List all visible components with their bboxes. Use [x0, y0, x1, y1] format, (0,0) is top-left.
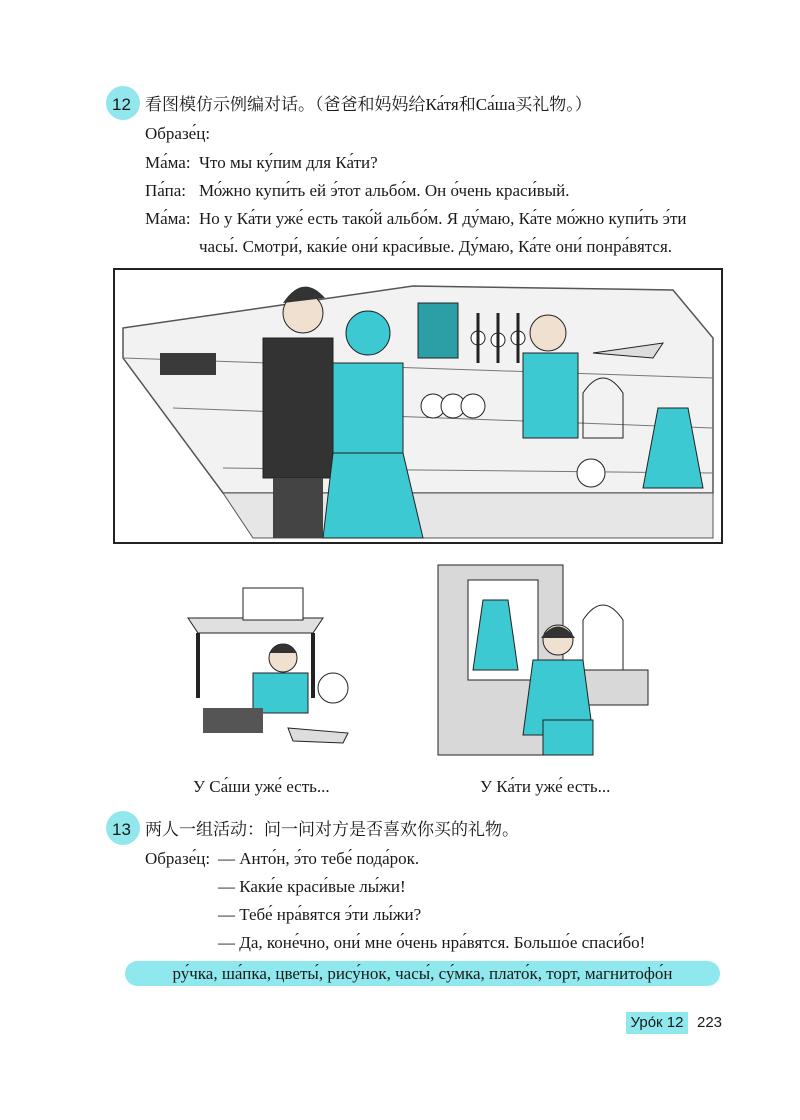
exercise-12-number-badge [112, 90, 142, 120]
caption-katya: У Ка́ти уже́ есть... [480, 777, 611, 796]
stool [543, 720, 593, 755]
watches-icon [471, 313, 525, 363]
dialogue-line-2 [145, 180, 570, 202]
lesson-label: Уро́к 12 [626, 1012, 688, 1034]
ball-icon [318, 673, 348, 703]
ex13-line-2: — Каки́е краси́вые лы́жи! [218, 877, 406, 896]
caption-sasha: У Са́ши уже́ есть... [193, 777, 330, 796]
exercise-13-sample-label: Образе́ц: [145, 849, 211, 868]
dialogue-text: Но у Ка́ти уже́ есть тако́й альбо́м. Я ду́маю, Ка́те мо́жно купи́ть э́ти [199, 209, 687, 228]
boy-shirt [253, 673, 308, 713]
speaker-label: Ма́ма: [145, 153, 191, 172]
dialogue-line-4 [199, 236, 672, 258]
records-icon [243, 588, 303, 620]
vocabulary-word-bank: ру́чка, ша́пка, цветы́, рису́нок, часы́, су́мка, плато́к, торт, магнитофо́н [125, 961, 720, 986]
dialogue-text: часы́. Смотри́, каки́е они́ краси́вые. Ду́маю, Ка́те они́ понра́вятся. [199, 237, 673, 256]
album-icon [418, 303, 458, 358]
katya-illustration [433, 560, 653, 770]
speaker-label: Ма́ма: [145, 209, 191, 228]
dialogue-text: Мо́жно купи́ть ей э́тот альбо́м. Он о́чень краси́вый. [199, 181, 570, 200]
exercise-13-number-badge [112, 815, 142, 845]
sasha-illustration [183, 583, 353, 753]
speaker-label: Па́па: [145, 181, 186, 200]
exercise-12-number: 12 [112, 95, 131, 114]
ex13-line-1: — Анто́н, э́то тебе́ пода́рок. [218, 849, 420, 868]
birdcage-icon [583, 605, 623, 670]
dialogue-line-1 [145, 152, 378, 174]
boy-legs [203, 708, 263, 733]
airplane-toy-icon [288, 728, 348, 743]
ball-icon [577, 459, 605, 487]
dialogue-text: Что мы ку́пим для Ка́ти? [199, 153, 378, 172]
exercise-12-sample-label: Образе́ц: [145, 124, 211, 143]
exercise-13-instruction: 两人一组活动：问一问对方是否喜欢你买的礼物。 [145, 820, 519, 839]
shop-counter-illustration [113, 268, 723, 544]
records-icon [421, 394, 485, 418]
page-number: 223 [697, 1014, 723, 1031]
ex13-line-3: — Тебе́ нра́вятся э́ти лы́жи? [218, 905, 422, 924]
dialogue-line-3 [145, 208, 687, 230]
ex13-line-4: — Да, коне́чно, они́ мне о́чень нра́вятся. Большо́е спаси́бо! [218, 933, 646, 952]
exercise-12-instruction: 看图模仿示例编对话。（爸爸和妈妈给Ка́тя和Са́ша买礼物。） [145, 95, 592, 114]
exercise-13-number: 13 [112, 820, 131, 839]
